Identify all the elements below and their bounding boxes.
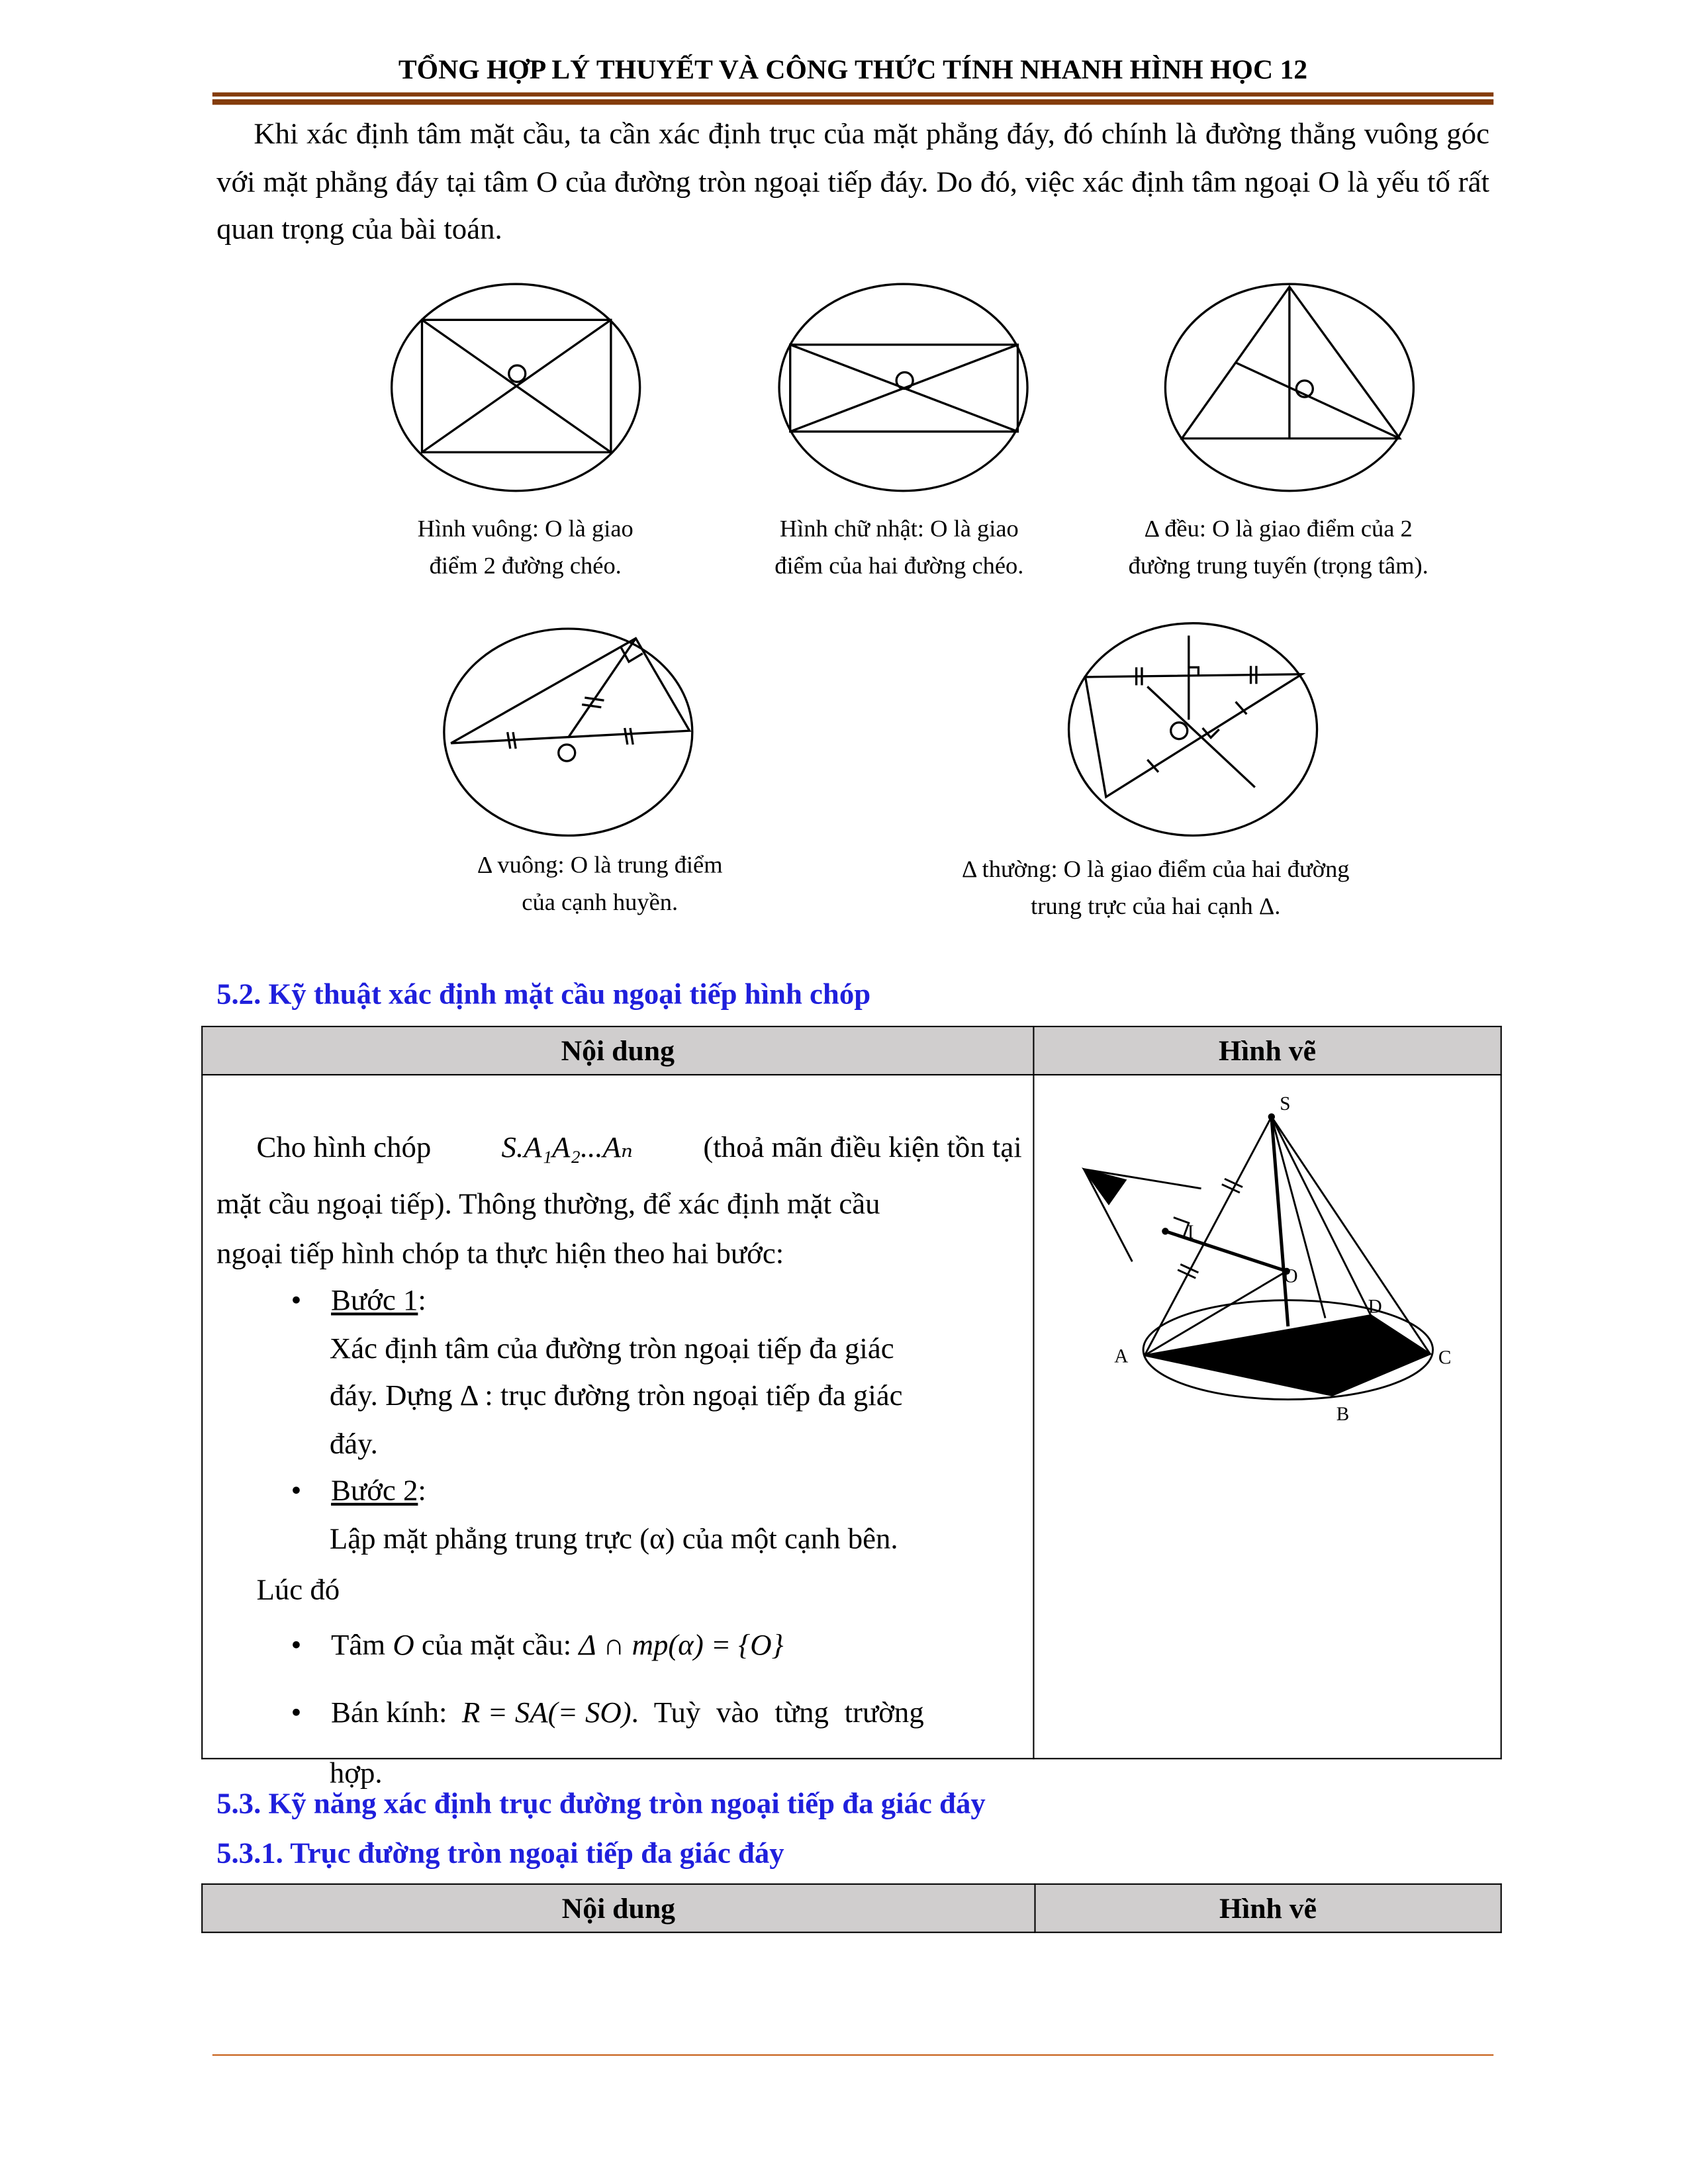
- step-2: • Bước 2:: [291, 1474, 426, 1508]
- content-cell: [203, 1075, 1033, 1790]
- text-line: Cho hình chóp S.A₁A₂...Aₙ (thoả mãn điều kiện tồn tại: [256, 1130, 1022, 1164]
- section-5-3-heading: 5.3. Kỹ năng xác định trục đường tròn ngoại tiếp đa giác đáy: [216, 1786, 986, 1820]
- square-figure: [392, 284, 640, 490]
- bullet-radius: • Bán kính: R = SA(= SO). Tuỳ vào từng trường: [291, 1696, 924, 1729]
- text-line: đáy. Dựng Δ : trục đường tròn ngoại tiếp đa giác: [329, 1379, 903, 1412]
- text-line: mặt cầu ngoại tiếp). Thông thường, để xác định mặt cầu: [216, 1187, 880, 1220]
- bullet-center: • Tâm O của mặt cầu: Δ ∩ mp(α) = {O}: [291, 1628, 784, 1662]
- text-line: Xác định tâm của đường tròn ngoại tiếp đa giác: [329, 1332, 894, 1365]
- right-triangle-figure: [444, 629, 692, 835]
- figure-cell: [1033, 1075, 1501, 1758]
- text-line: Lập mặt phẳng trung trực (α) của một cạnh bên.: [329, 1522, 898, 1555]
- col-header-content: Nội dung: [202, 1026, 1033, 1075]
- text-line: hợp.: [329, 1756, 383, 1790]
- step-1: • Bước 1:: [291, 1283, 426, 1317]
- rectangle-figure: [779, 284, 1027, 490]
- intro-paragraph: Khi xác định tâm mặt cầu, ta cần xác định trục của mặt phẳng đáy, đó chính là đường thẳng vuông góc với mặt phẳng đáy tại tâm O của đường tròn ngoại tiếp đáy. Do đó, việc xác định tâm ngoại O là yếu tố rất quan trọng của bài toán.: [216, 117, 1489, 246]
- table-5-2: [201, 1026, 1502, 1790]
- caption-right-triangle: Δ vuông: O là trung điểm của cạnh huyền.: [477, 850, 723, 916]
- text-line: Lúc đó: [256, 1573, 340, 1607]
- col-header-figure: Hình vẽ: [1033, 1026, 1501, 1075]
- text-line: đáy.: [329, 1427, 378, 1461]
- section-5-2-heading: 5.2. Kỹ thuật xác định mặt cầu ngoại tiếp hình chóp: [216, 978, 871, 1011]
- label-O: O: [1284, 1265, 1298, 1287]
- label-A: A: [1114, 1345, 1129, 1367]
- caption-scalene: Δ thường: O là giao điểm của hai đường trung trực của hai cạnh Δ.: [962, 854, 1350, 920]
- label-C: C: [1438, 1347, 1452, 1369]
- label-I: I: [1187, 1221, 1194, 1243]
- label-S: S: [1280, 1093, 1291, 1115]
- scalene-figure: [1069, 623, 1317, 836]
- circumcenter-figures: [0, 0, 1688, 965]
- section-5-3-1-heading: 5.3.1. Trục đường tròn ngoại tiếp đa giác đáy: [216, 1836, 784, 1870]
- pyramid-figure: [1034, 1075, 1500, 1751]
- footer-rule: [212, 2054, 1493, 2056]
- label-B: B: [1336, 1403, 1350, 1425]
- page-header-title: TỔNG HỢP LÝ THUYẾT VÀ CÔNG THỨC TÍNH NHANH HÌNH HỌC 12: [398, 55, 1308, 86]
- col-header-content: Nội dung: [202, 1884, 1035, 1933]
- table-5-3-1: [201, 1884, 1502, 1933]
- text-line: ngoại tiếp hình chóp ta thực hiện theo hai bước:: [216, 1236, 784, 1270]
- caption-square: Hình vuông: O là giao điểm 2 đường chéo.: [417, 514, 633, 579]
- label-D: D: [1368, 1296, 1382, 1318]
- caption-equilateral: Δ đều: O là giao điểm của 2 đường trung tuyến (trọng tâm).: [1128, 514, 1429, 579]
- caption-rectangle: Hình chữ nhật: O là giao điểm của hai đường chéo.: [774, 514, 1024, 579]
- col-header-figure: Hình vẽ: [1035, 1884, 1501, 1933]
- equilateral-figure: [1165, 284, 1413, 490]
